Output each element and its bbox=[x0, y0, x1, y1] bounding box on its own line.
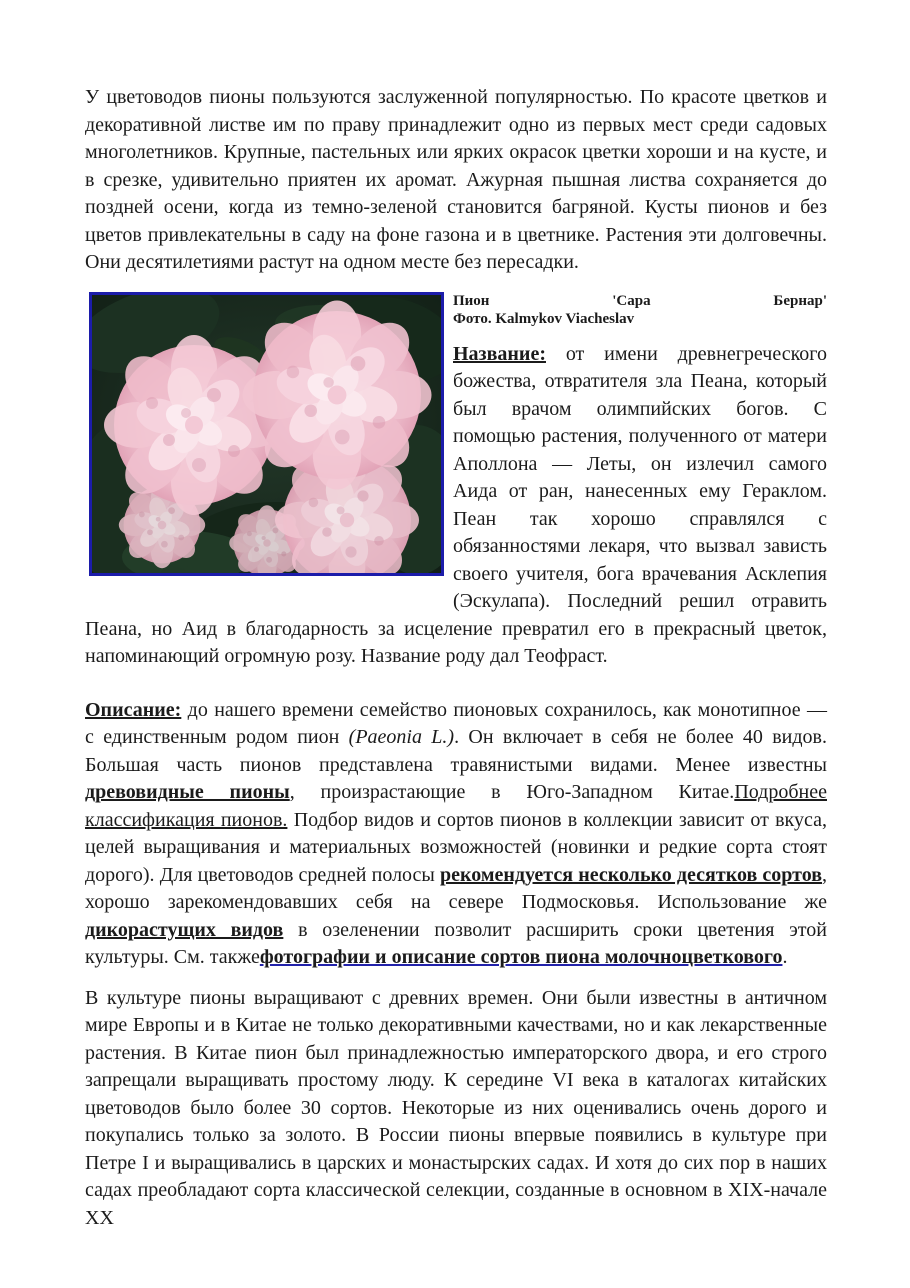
text-run: У цветоводов пионы пользуются заслуженной популярностью. По красоте цветков и декоративной листве им по праву принадлежит одно из первых мест среди садовых многолетников. Крупные, пастельных или ярких окрасок цветки хороши и на кусте, и в срезке, удивительно приятен их аромат. Ажурная пышная листва сохраняется до поздней осени, когда из темно-зеленой становится багряной. Кусты пионов и без цветов привлекательны в саду на фоне газона и в цветнике. Растения эти долговечны. Они десятилетиями растут на одном месте без пересадки. bbox=[85, 86, 827, 273]
peony-photo bbox=[89, 292, 444, 576]
text-run: Подбор видов и сортов пионов в коллекции зависит от вкуса, целей выращивания и материальных возможностей (новинки и редкие сорта стоят дорого). Для цветоводов средней полосы bbox=[85, 808, 827, 886]
text-run: . Он включает в себя не более 40 видов. Большая часть пионов представлена травянистыми видами. Менее известны bbox=[85, 726, 827, 776]
link-tree-peonies[interactable]: древовидные пионы bbox=[85, 781, 290, 803]
text-run: , произрастающие в Юго-Западном Китае. bbox=[289, 781, 735, 803]
photo-caption-credit: Фото. Kalmykov Viacheslav bbox=[453, 310, 635, 327]
link-recommended-cultivars[interactable]: рекомендуется несколько десятков сортов bbox=[440, 863, 822, 886]
name-heading: Название: bbox=[453, 342, 546, 365]
text-run: от имени древнегреческого божества, отвратителя зла Пеана, который был врачом олимпийских богов. С помощью растения, полученного от матери Аполлона — Леты, он излечил самого Аида от ран, нанесенных ему Гераклом. Пеан так хорошо справлялся с обязанностями лекаря, что вызвал зависть своего учителя, бога врачевания Асклепия (Эскулапа). Последний решил отравить Пеана, но Аид в благодарность за исцеление превратил его в прекрасный цветок, напоминающий огромную розу. Название роду дал Теофраст. bbox=[85, 342, 827, 667]
description-heading: Описание: bbox=[85, 698, 182, 721]
intro-paragraph bbox=[85, 84, 827, 277]
description-paragraph bbox=[85, 697, 827, 972]
link-wild-species[interactable]: дикорастущих видов bbox=[85, 918, 284, 941]
text-run: В культуре пионы выращивают с древних времен. Они были известны в античном мире Европы и в Китае не только декоративными качествами, но и как лекарственные растения. В Китае пион был принадлежностью императорского двора, и его строго запрещали выращивать простому люду. К середине VI века в каталогах китайских цветоводов было более 30 сортов. Некоторые из них оценивались очень дорого и покупались только за золото. В России пионы впервые появились в культуре при Петре I и выращивались в царских и монастырских садах. И хотя до сих пор в наших садах преобладают сорта классической селекции, созданные в основном в XIX-начале XX bbox=[85, 986, 827, 1229]
peony-photo-image bbox=[92, 295, 441, 573]
photo-caption-title: Пион 'Сара Бернар' bbox=[453, 292, 827, 309]
text-run: , хорошо зарекомендовавших себя на севере Подмосковья. Использование же bbox=[85, 863, 827, 913]
link-peony-classification[interactable]: Подробнее классификация пионов. bbox=[85, 781, 827, 831]
text-run: (Paeonia L.) bbox=[348, 726, 455, 748]
link-lactiflora-photos[interactable]: фотографии и описание сортов пиона молочноцветкового bbox=[259, 946, 783, 968]
photo-section bbox=[85, 290, 827, 684]
history-paragraph bbox=[85, 985, 827, 1233]
text-run: . bbox=[782, 946, 788, 968]
text-run: до нашего времени семейство пионовых сохранилось, как монотипное — с единственным родом пион bbox=[85, 698, 827, 748]
text-run: в озеленении позволит расширить сроки цветения этой культуры. См. также bbox=[85, 918, 827, 968]
